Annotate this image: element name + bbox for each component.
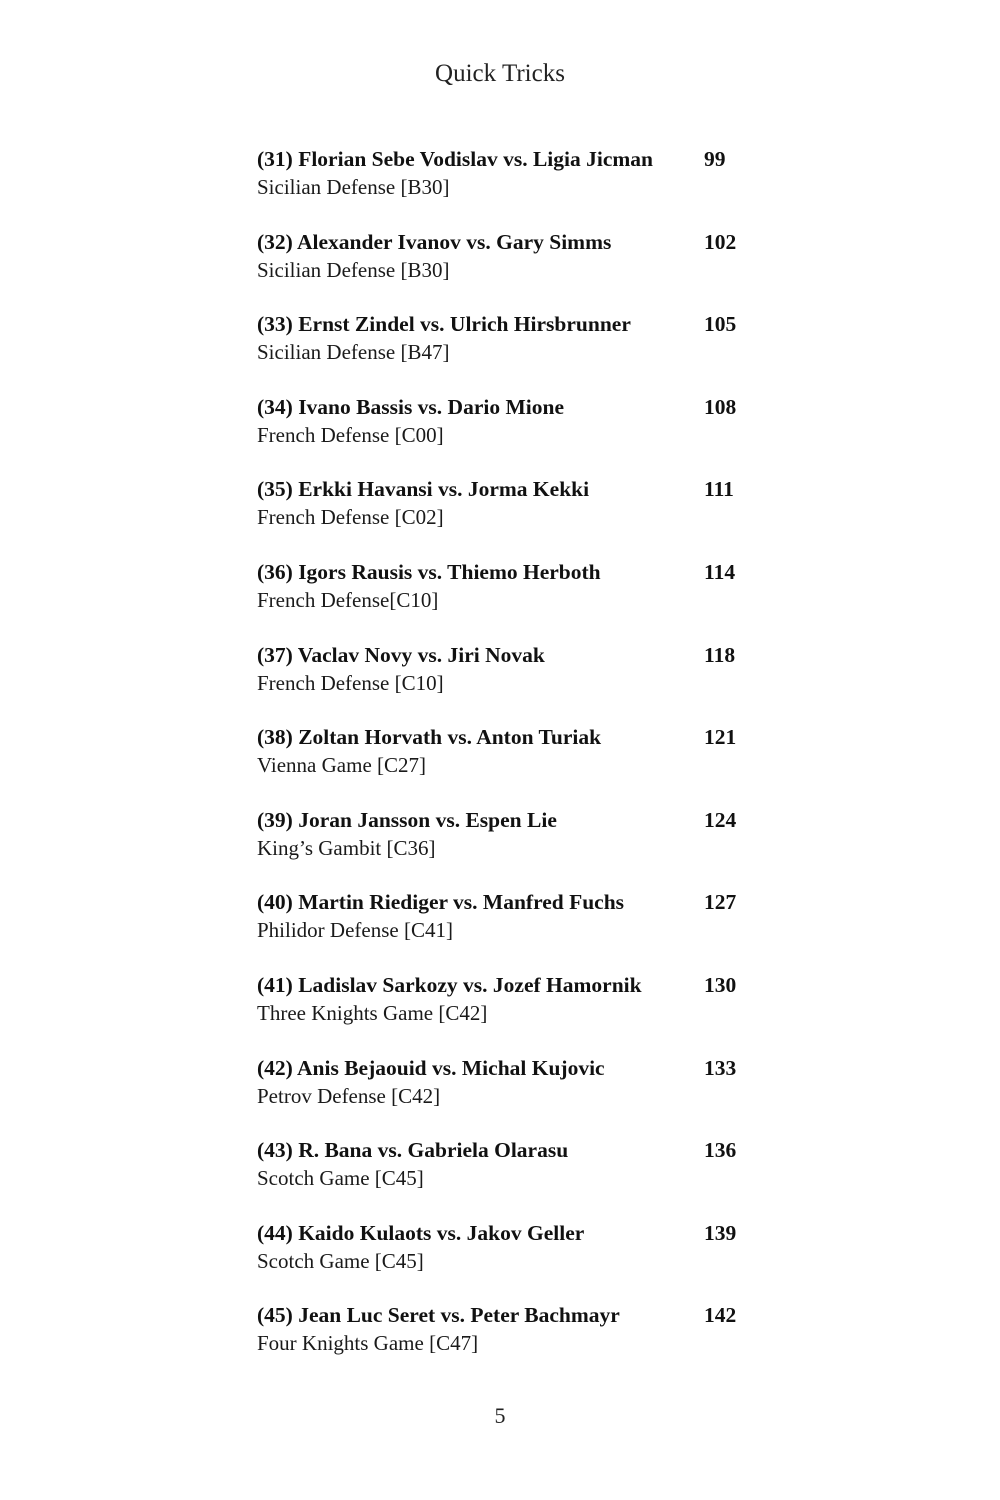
page-number: 118 — [704, 642, 736, 667]
opening-name: Scotch Game [C45] — [257, 1248, 424, 1273]
game-title: (42) Anis Bejaouid vs. Michal Kujovic — [257, 1055, 605, 1080]
page-number: 133 — [704, 1055, 737, 1080]
game-title: (38) Zoltan Horvath vs. Anton Turiak — [257, 725, 602, 750]
game-title: (44) Kaido Kulaots vs. Jakov Geller — [257, 1220, 585, 1245]
opening-name: Sicilian Defense [B30] — [257, 175, 450, 199]
toc-entry — [257, 887, 757, 970]
opening-name: Four Knights Game [C47] — [257, 1331, 479, 1356]
toc-entry-heading — [257, 640, 757, 670]
toc-entry — [257, 970, 757, 1053]
game-title: (34) Ivano Bassis vs. Dario Mione — [257, 394, 564, 419]
toc-entry — [257, 1300, 757, 1383]
game-title: (31) Florian Sebe Vodislav vs. Ligia Jicman — [257, 147, 653, 171]
opening-name: Vienna Game [C27] — [257, 753, 427, 778]
toc-entry-heading — [257, 474, 757, 504]
toc-entry — [257, 474, 757, 557]
table-of-contents — [257, 144, 757, 1383]
opening-name: Scotch Game [C45] — [257, 1166, 424, 1191]
game-title: (35) Erkki Havansi vs. Jorma Kekki — [257, 477, 590, 502]
game-title: (40) Martin Riediger vs. Manfred Fuchs — [257, 890, 625, 915]
toc-entry — [257, 722, 757, 805]
toc-entry — [257, 392, 757, 475]
toc-entry-heading — [257, 1053, 757, 1083]
page-number: 114 — [704, 559, 736, 584]
game-title: (33) Ernst Zindel vs. Ulrich Hirsbrunner — [257, 312, 631, 337]
game-title: (39) Joran Jansson vs. Espen Lie — [257, 807, 557, 832]
game-title: (32) Alexander Ivanov vs. Gary Simms — [257, 229, 612, 254]
toc-entry-heading — [257, 557, 757, 587]
page-number: 142 — [704, 1303, 737, 1328]
page-number: 99 — [704, 147, 726, 171]
game-title: (43) R. Bana vs. Gabriela Olarasu — [257, 1138, 569, 1163]
toc-entry-heading — [257, 722, 757, 752]
page-number: 139 — [704, 1220, 737, 1245]
toc-entry — [257, 640, 757, 723]
game-title: (36) Igors Rausis vs. Thiemo Herboth — [257, 559, 601, 584]
page-folio: 5 — [494, 1403, 506, 1428]
page-number: 124 — [704, 807, 737, 832]
running-head: Quick Tricks — [435, 60, 565, 87]
opening-name: King’s Gambit [C36] — [257, 835, 436, 860]
toc-entry — [257, 1053, 757, 1136]
toc-entry — [257, 1135, 757, 1218]
opening-name: French Defense[C10] — [257, 587, 439, 612]
opening-name: French Defense [C00] — [257, 422, 444, 447]
opening-name: Petrov Defense [C42] — [257, 1083, 441, 1108]
toc-entry-heading — [257, 1300, 757, 1330]
toc-entry — [257, 805, 757, 888]
toc-entry-heading — [257, 309, 757, 339]
page-number: 102 — [704, 229, 737, 254]
page-number: 121 — [704, 725, 737, 750]
game-title: (41) Ladislav Sarkozy vs. Jozef Hamornik — [257, 972, 642, 997]
page-number: 105 — [704, 312, 737, 337]
page-number: 130 — [704, 972, 737, 997]
toc-entry-heading — [257, 392, 757, 422]
page-number: 108 — [704, 394, 737, 419]
opening-name: French Defense [C10] — [257, 670, 444, 695]
toc-entry — [257, 309, 757, 392]
toc-entry-heading — [257, 227, 757, 257]
opening-name: Sicilian Defense [B30] — [257, 257, 450, 282]
toc-entry — [257, 1218, 757, 1301]
toc-entry — [257, 144, 757, 227]
page-number: 111 — [704, 477, 734, 502]
opening-name: Three Knights Game [C42] — [257, 1000, 488, 1025]
toc-entry-heading — [257, 805, 757, 835]
toc-entry-heading — [257, 144, 757, 174]
toc-entry-heading — [257, 970, 757, 1000]
opening-name: Philidor Defense [C41] — [257, 918, 453, 943]
page-number: 136 — [704, 1138, 737, 1163]
opening-name: French Defense [C02] — [257, 505, 444, 530]
game-title: (45) Jean Luc Seret vs. Peter Bachmayr — [257, 1303, 620, 1328]
opening-name: Sicilian Defense [B47] — [257, 340, 450, 365]
toc-entry-heading — [257, 887, 757, 917]
toc-entry — [257, 557, 757, 640]
game-title: (37) Vaclav Novy vs. Jiri Novak — [257, 642, 545, 667]
page-number: 127 — [704, 890, 737, 915]
toc-entry-heading — [257, 1135, 757, 1165]
toc-entry — [257, 227, 757, 310]
toc-entry-heading — [257, 1218, 757, 1248]
